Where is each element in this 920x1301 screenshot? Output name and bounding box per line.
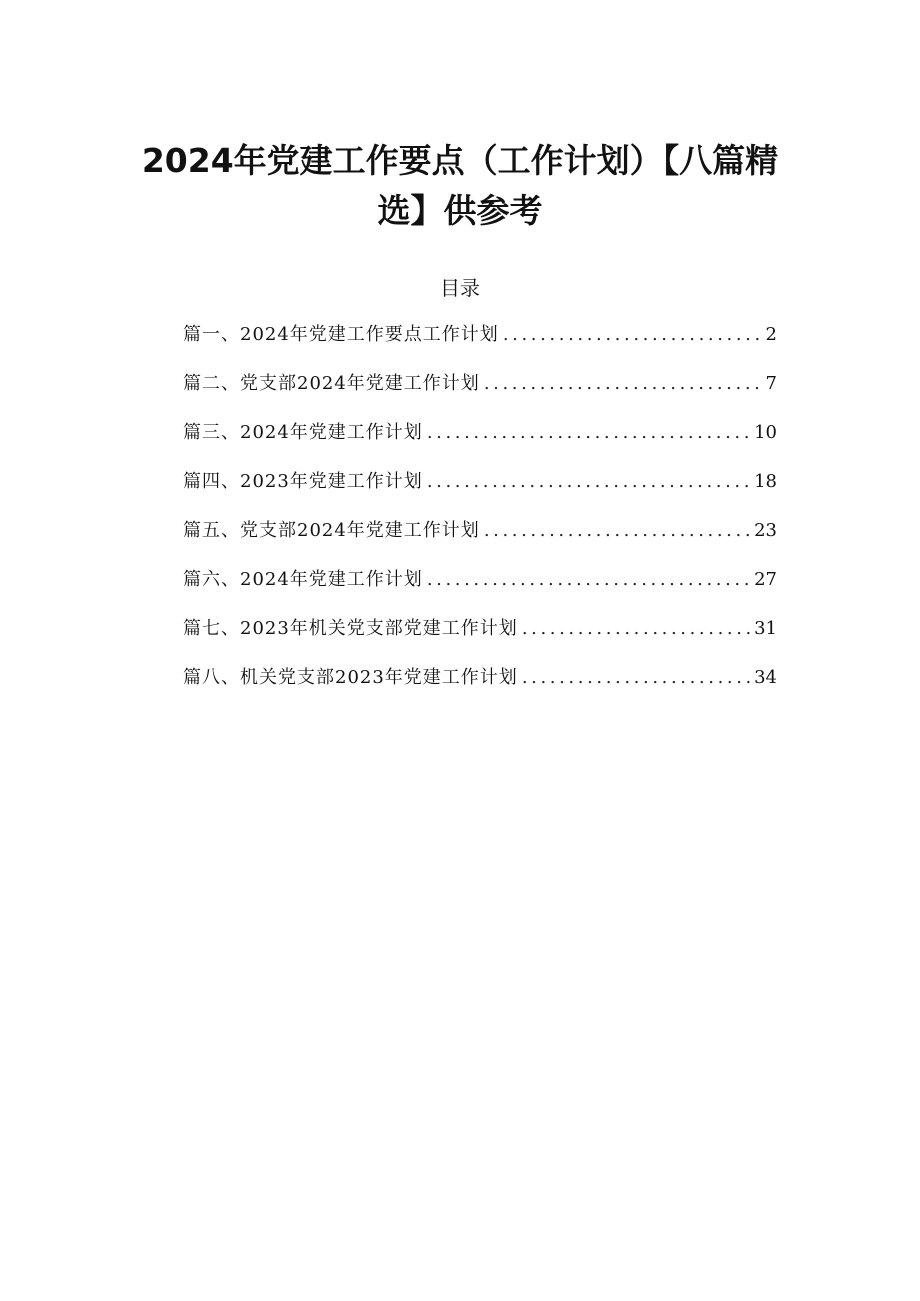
toc-entry-label: 篇四、2023年党建工作计划	[183, 471, 423, 492]
table-of-contents	[183, 320, 777, 712]
toc-entry[interactable]	[183, 320, 777, 369]
toc-entry[interactable]	[183, 565, 777, 614]
toc-entry-page: 7	[765, 373, 777, 394]
toc-dot-leader	[484, 369, 762, 399]
toc-dot-leader	[503, 320, 762, 350]
toc-entry-label: 篇八、机关党支部2023年党建工作计划	[183, 667, 518, 688]
toc-entry-page: 31	[754, 618, 777, 639]
toc-entry-page: 23	[754, 520, 777, 541]
toc-dot-leader	[484, 516, 750, 546]
toc-entry-label: 篇六、2024年党建工作计划	[183, 569, 423, 590]
toc-entry-page: 10	[754, 422, 777, 443]
toc-entry-label: 篇五、党支部2024年党建工作计划	[183, 520, 480, 541]
toc-entry-label: 篇一、2024年党建工作要点工作计划	[183, 324, 499, 345]
toc-dot-leader	[427, 418, 750, 448]
toc-entry[interactable]	[183, 663, 777, 712]
title-line-1: 2024年党建工作要点（工作计划）【八篇精	[141, 141, 779, 180]
toc-dot-leader	[522, 614, 750, 644]
toc-heading: 目录	[440, 276, 480, 300]
toc-dot-leader	[427, 565, 750, 595]
toc-entry-page: 2	[765, 324, 777, 345]
toc-dot-leader	[522, 663, 750, 693]
toc-entry-label: 篇三、2024年党建工作计划	[183, 422, 423, 443]
toc-entry[interactable]	[183, 467, 777, 516]
title-line-2: 选】供参考	[377, 191, 543, 230]
toc-entry[interactable]	[183, 614, 777, 663]
toc-entry[interactable]	[183, 369, 777, 418]
toc-entry[interactable]	[183, 418, 777, 467]
toc-entry-label: 篇二、党支部2024年党建工作计划	[183, 373, 480, 394]
toc-entry-page: 34	[754, 667, 777, 688]
toc-entry-label: 篇七、2023年机关党支部党建工作计划	[183, 618, 518, 639]
toc-entry-page: 18	[754, 471, 777, 492]
toc-dot-leader	[427, 467, 750, 497]
document-title	[110, 136, 810, 236]
toc-entry[interactable]	[183, 516, 777, 565]
toc-entry-page: 27	[754, 569, 777, 590]
